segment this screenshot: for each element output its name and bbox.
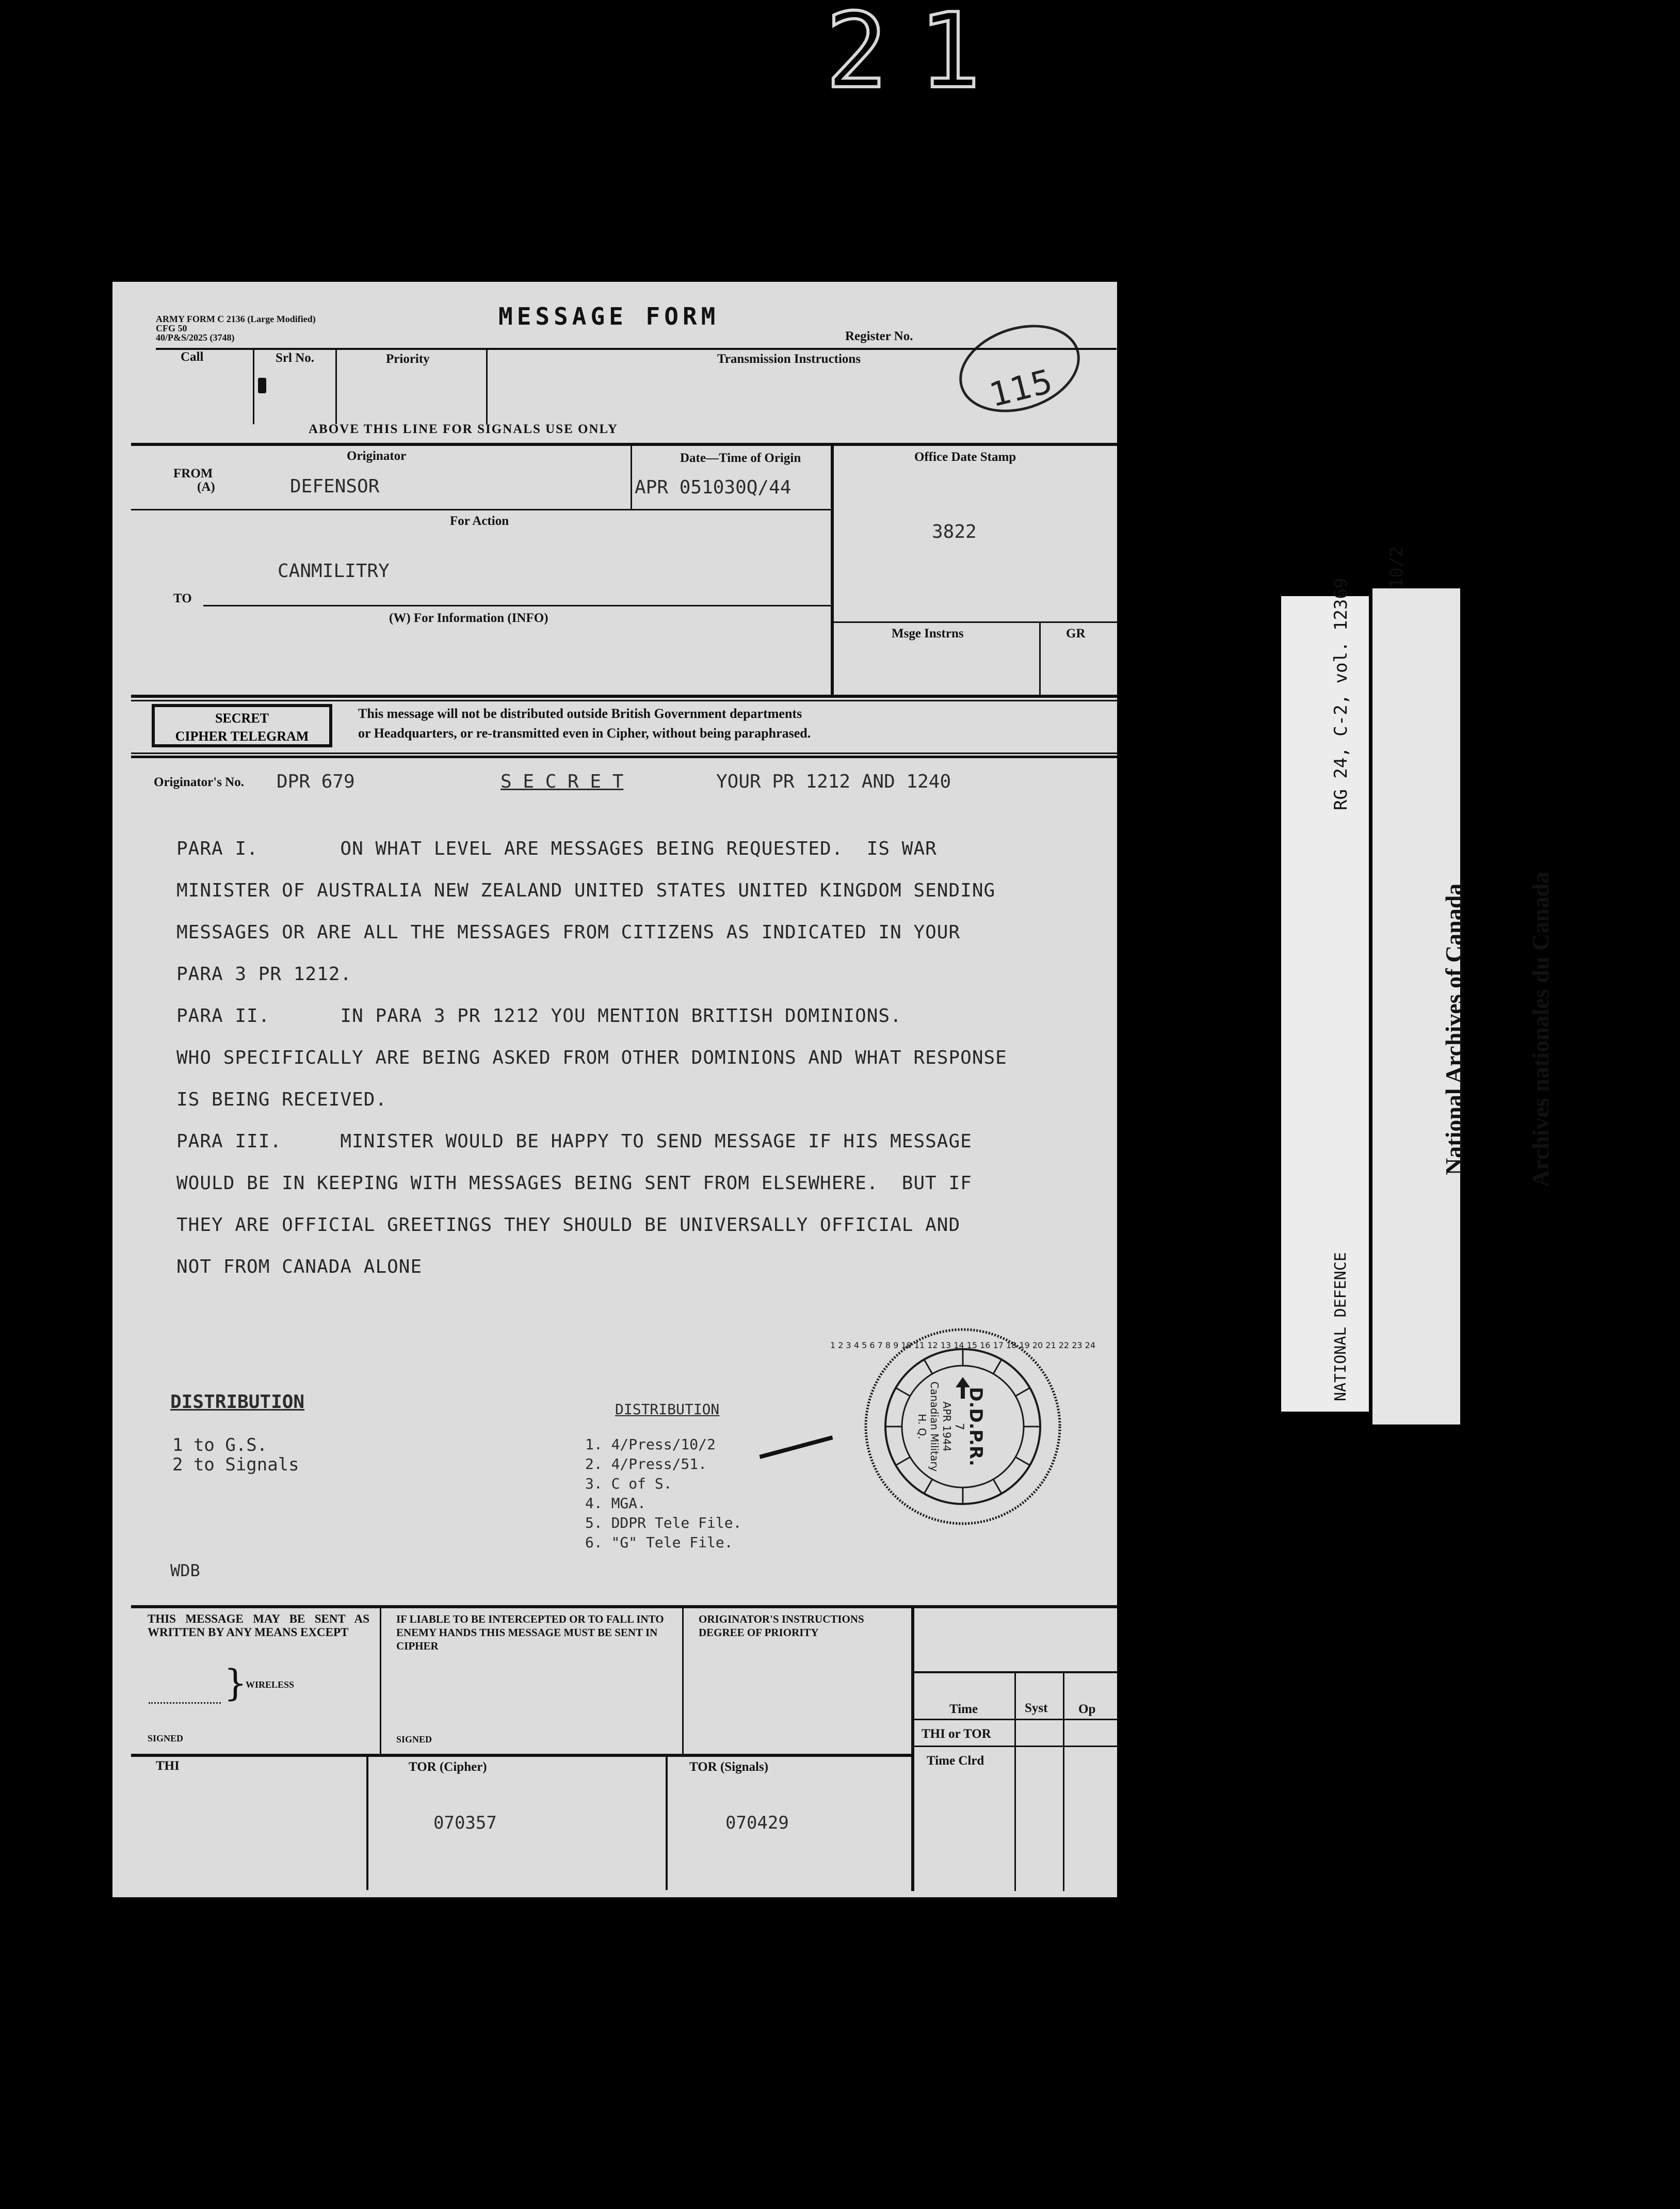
signed-label: SIGNED bbox=[148, 1733, 184, 1743]
divider bbox=[1014, 1671, 1016, 1891]
cipher-telegram-label: CIPHER TELEGRAM bbox=[175, 729, 309, 744]
archives-name bbox=[1382, 872, 1613, 1187]
body-line: NOT FROM CANADA ALONE bbox=[176, 1256, 423, 1277]
divider bbox=[486, 348, 488, 424]
divider bbox=[253, 348, 254, 424]
distribution-right-item: 1. 4/Press/10/2 bbox=[585, 1436, 716, 1453]
signed-label-2: SIGNED bbox=[396, 1734, 432, 1744]
initials: WDB bbox=[170, 1561, 200, 1580]
dotted-line bbox=[149, 1702, 221, 1704]
secret-cipher-box bbox=[152, 704, 332, 747]
syst-label: Syst bbox=[1025, 1701, 1048, 1715]
stamp-day: 7 bbox=[952, 1423, 965, 1430]
warning-line-1: This message will not be distributed outside British Government departments bbox=[358, 706, 802, 721]
distribution-right-item: 2. 4/Press/51. bbox=[585, 1455, 707, 1472]
army-form-line-3: 40/P&S/2025 (3748) bbox=[156, 332, 235, 343]
for-info-label: (W) For Information (INFO) bbox=[389, 611, 548, 625]
for-action-label: For Action bbox=[450, 514, 509, 528]
warning-line-2: or Headquarters, or re-transmitted even in Cipher, without being paraphrased. bbox=[358, 726, 811, 741]
archives-name-line: National Archives of Canada bbox=[1441, 883, 1467, 1175]
body-line: PARA III. MINISTER WOULD BE HAPPY TO SEND MESSAGE IF HIS MESSAGE bbox=[176, 1131, 972, 1152]
thi-label: THI bbox=[156, 1759, 180, 1773]
tor-cipher-label: TOR (Cipher) bbox=[409, 1760, 487, 1774]
for-action-value: CANMILITRY bbox=[278, 561, 390, 582]
message-body bbox=[176, 828, 1105, 1288]
body-line: PARA 3 PR 1212. bbox=[176, 964, 352, 985]
classification: S E C R E T bbox=[500, 771, 624, 792]
divider bbox=[380, 1606, 381, 1756]
body-line: IS BEING RECEIVED. bbox=[176, 1089, 387, 1110]
tor-signals-label: TOR (Signals) bbox=[689, 1760, 769, 1774]
divider bbox=[912, 1746, 1117, 1747]
check-stroke bbox=[759, 1435, 833, 1459]
distribution-left-item: 2 to Signals bbox=[172, 1454, 299, 1475]
divider bbox=[131, 1754, 911, 1757]
op-label: Op bbox=[1078, 1702, 1096, 1716]
time-clrd-label: Time Clrd bbox=[927, 1754, 984, 1768]
secret-label: SECRET bbox=[215, 711, 269, 726]
date-time-label: Date—Time of Origin bbox=[680, 451, 801, 465]
stamp-line-1: Canadian Military bbox=[928, 1381, 941, 1472]
army-form-line-2: CFG 50 bbox=[156, 323, 187, 333]
divider bbox=[1063, 1671, 1064, 1891]
body-line: MESSAGES OR ARE ALL THE MESSAGES FROM CITIZENS AS INDICATED IN YOUR bbox=[176, 922, 961, 943]
archives-name-line: Archives nationales du Canada bbox=[1527, 871, 1554, 1187]
divider bbox=[131, 756, 1117, 758]
ink-mark bbox=[258, 378, 266, 393]
divider bbox=[911, 1606, 914, 1891]
signals-line-note: ABOVE THIS LINE FOR SIGNALS USE ONLY bbox=[309, 422, 618, 436]
originators-instructions: ORIGINATOR'S INSTRUCTIONS DEGREE OF PRIORITY bbox=[699, 1613, 864, 1639]
divider bbox=[666, 1757, 668, 1890]
originators-no-value: DPR 679 bbox=[277, 771, 355, 792]
thi-or-tor-label: THI or TOR bbox=[922, 1727, 991, 1741]
gr-label: GR bbox=[1066, 627, 1086, 641]
distribution-left-title: DISTRIBUTION bbox=[170, 1391, 305, 1413]
body-line: PARA II. IN PARA 3 PR 1212 YOU MENTION BRITISH DOMINIONS. bbox=[176, 1005, 902, 1027]
body-line: WOULD BE IN KEEPING WITH MESSAGES BEING SENT FROM ELSEWHERE. BUT IF bbox=[176, 1173, 972, 1194]
originators-no-label: Originator's No. bbox=[154, 775, 244, 789]
stamp-ring: 1 2 3 4 5 6 7 8 9 10 11 12 13 14 15 16 17 18 19 20 21 22 23 24 bbox=[830, 1340, 1095, 1350]
department-line: NATIONAL DEFENCE bbox=[1332, 1252, 1350, 1401]
archive-reference-strip bbox=[1281, 578, 1369, 1412]
divider bbox=[366, 1757, 368, 1890]
office-date-stamp-label: Office Date Stamp bbox=[914, 450, 1016, 464]
divider bbox=[682, 1606, 684, 1756]
distribution-right-item: 6. "G" Tele File. bbox=[585, 1534, 733, 1551]
originator-value: DEFENSOR bbox=[290, 476, 380, 497]
distribution-right-item: 5. DDPR Tele File. bbox=[585, 1514, 742, 1531]
body-line: MINISTER OF AUSTRALIA NEW ZEALAND UNITED STATES UNITED KINGDOM SENDING bbox=[176, 880, 996, 901]
office-stamp-value: 3822 bbox=[932, 521, 977, 542]
tor-signals-value: 070429 bbox=[725, 1813, 789, 1833]
divider bbox=[131, 695, 1117, 698]
divider bbox=[203, 605, 831, 606]
archives-strip bbox=[1372, 588, 1554, 1424]
divider bbox=[831, 621, 1117, 623]
to-label: TO bbox=[173, 591, 192, 605]
distribution-right-item: 4. MGA. bbox=[585, 1495, 647, 1512]
brace: } bbox=[224, 1662, 247, 1704]
call-label: Call bbox=[181, 350, 204, 364]
divider bbox=[912, 1719, 1117, 1720]
register-number: 115 bbox=[986, 362, 1057, 415]
divider bbox=[131, 443, 1117, 446]
body-line: THEY ARE OFFICIAL GREETINGS THEY SHOULD BE UNIVERSALLY OFFICIAL AND bbox=[176, 1214, 961, 1236]
divider bbox=[131, 700, 1117, 701]
from-label: FROM bbox=[173, 467, 213, 481]
originator-label: Originator bbox=[347, 449, 407, 463]
stamp-line-2: H. Q. bbox=[916, 1414, 928, 1439]
divider bbox=[1039, 621, 1041, 697]
wireless-label: WIRELESS bbox=[246, 1679, 295, 1690]
reference: YOUR PR 1212 AND 1240 bbox=[716, 771, 951, 792]
divider bbox=[831, 443, 834, 696]
army-form-line-1: ARMY FORM C 2136 (Large Modified) bbox=[156, 314, 316, 324]
distribution-left-item: 1 to G.S. bbox=[172, 1435, 268, 1455]
archive-reference-line: RG 24, C-2, vol. 12369 bbox=[1331, 578, 1351, 810]
distribution-right-item: 3. C of S. bbox=[585, 1475, 672, 1492]
body-line: WHO SPECIFICALLY ARE BEING ASKED FROM OTHER DOMINIONS AND WHAT RESPONSE bbox=[176, 1047, 1007, 1068]
transmission-label: Transmission Instructions bbox=[717, 352, 861, 366]
may-be-sent-note: THIS MESSAGE MAY BE SENT AS WRITTEN BY ANY MEANS EXCEPT bbox=[148, 1612, 369, 1639]
date-time-value: APR 051030Q/44 bbox=[635, 477, 791, 498]
divider bbox=[631, 443, 632, 510]
divider bbox=[131, 753, 1117, 754]
tor-cipher-value: 070357 bbox=[433, 1813, 497, 1833]
divider bbox=[131, 509, 831, 510]
message-form bbox=[112, 282, 1117, 1897]
divider bbox=[156, 348, 1117, 350]
form-title: MESSAGE FORM bbox=[498, 302, 720, 330]
body-line: PARA I. ON WHAT LEVEL ARE MESSAGES BEING REQUESTED. IS WAR bbox=[176, 838, 937, 859]
msge-instrns-label: Msge Instrns bbox=[892, 627, 964, 641]
divider bbox=[131, 1605, 1117, 1608]
stamp-date: APR 1944 bbox=[941, 1401, 953, 1452]
register-circle bbox=[948, 310, 1091, 427]
srl-no-label: Srl No. bbox=[276, 351, 314, 365]
distribution-right-title: DISTRIBUTION bbox=[615, 1401, 720, 1418]
register-no-label: Register No. bbox=[845, 329, 913, 343]
stamp-org: D.D.P.R. bbox=[965, 1387, 986, 1466]
from-sub-label: (A) bbox=[197, 480, 215, 494]
cipher-note: IF LIABLE TO BE INTERCEPTED OR TO FALL INTO ENEMY HANDS THIS MESSAGE MUST BE SENT IN CIPHER bbox=[396, 1613, 664, 1652]
frame-number: 21 bbox=[826, 0, 1012, 111]
received-stamp bbox=[830, 1323, 1095, 1530]
divider bbox=[335, 348, 337, 424]
priority-label: Priority bbox=[386, 352, 430, 366]
time-label: Time bbox=[949, 1702, 978, 1716]
